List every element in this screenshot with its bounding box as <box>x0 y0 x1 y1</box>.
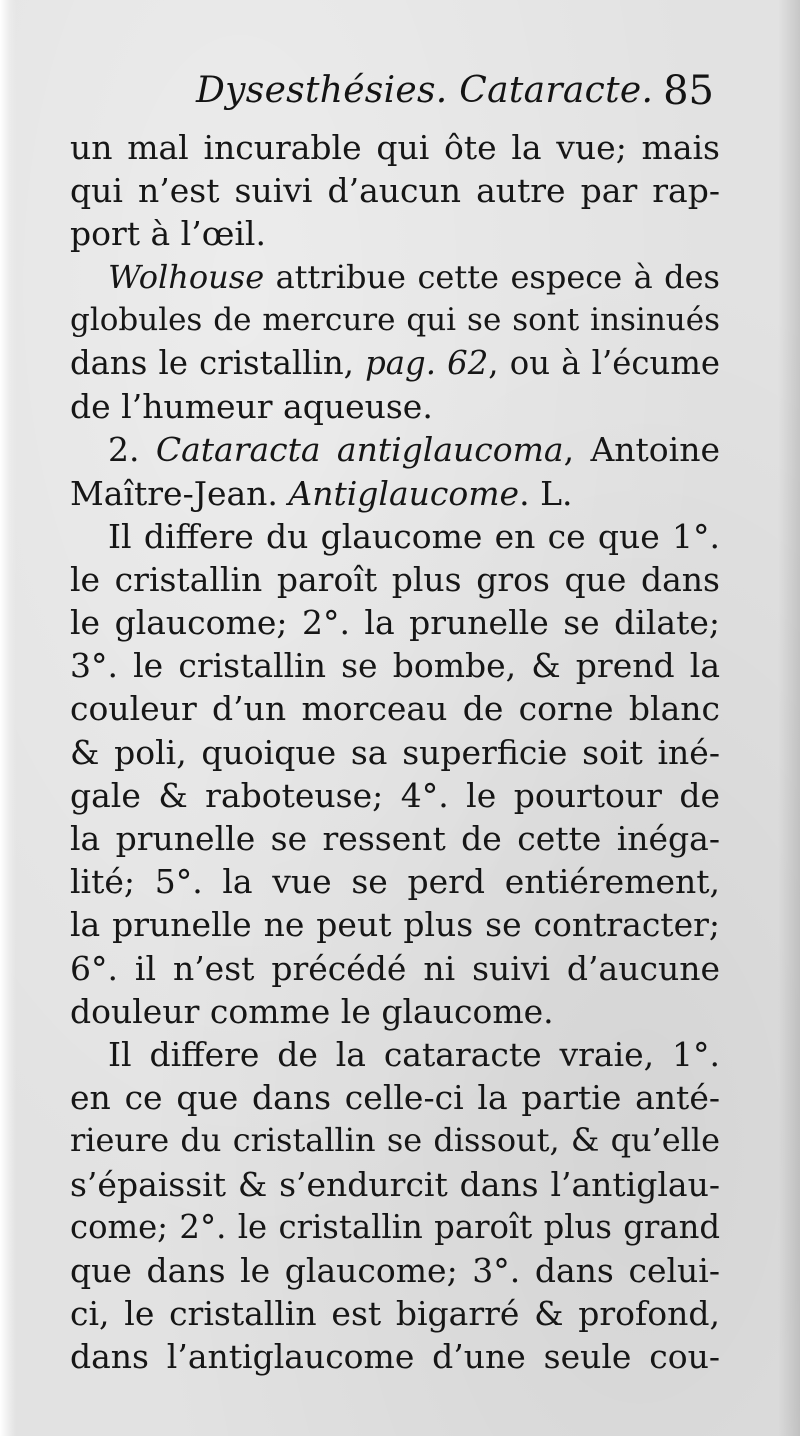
text-line: Wolhouse attribue cette espece à des <box>108 257 720 296</box>
text-line: dans l’antiglaucome d’une seule cou- <box>70 1337 720 1377</box>
text-line: le glaucome; 2°. la prunelle se dilate; <box>70 603 720 643</box>
text-line: 6°. il n’est précédé ni suivi d’aucune <box>70 948 720 988</box>
french-term: Antiglaucome <box>288 473 520 513</box>
text-line: 3°. le cristallin se bombe, & prend la <box>70 646 720 686</box>
text-line: la prunelle se ressent de cette inéga- <box>70 819 720 858</box>
text-line: le cristallin paroît plus gros que dans <box>70 559 720 599</box>
text-line: qui n’est suivi d’aucun autre par rap- <box>70 171 720 211</box>
page-number: 85 <box>663 68 714 114</box>
text-line: & poli, quoique sa superficie soit iné- <box>70 732 720 772</box>
text-line: douleur comme le glaucome. <box>70 991 554 1031</box>
page-header <box>70 66 720 126</box>
text-line: lité; 5°. la vue se perd entiérement, <box>70 862 720 902</box>
text-line: dans le cristallin, pag. 62, ou à l’écume <box>70 343 721 382</box>
body-text <box>70 126 720 1378</box>
text-line: rieure du cristallin se dissout, & qu’elle <box>70 1121 720 1160</box>
text-line: come; 2°. le cristallin paroît plus grand <box>70 1207 720 1246</box>
text-line: Il differe de la cataracte vraie, 1°. <box>108 1034 720 1074</box>
page-gutter-edge <box>0 0 16 1436</box>
page-edge-shadow <box>778 0 800 1436</box>
page-reference: pag. 62 <box>365 343 489 382</box>
text-line: s’épaissit & s’endurcit dans l’antiglau- <box>70 1164 720 1204</box>
text-line: couleur d’un morceau de corne blanc <box>70 689 720 729</box>
author-name: Wolhouse <box>108 257 265 296</box>
text-line: port à l’œil. <box>70 214 266 254</box>
text-line: de l’humeur aqueuse. <box>70 387 433 427</box>
text-line: la prunelle ne peut plus se contracter; <box>70 905 720 945</box>
text-line: un mal incurable qui ôte la vue; mais <box>70 128 720 167</box>
text-line: Il differe du glaucome en ce que 1°. <box>108 516 720 556</box>
text-line: gale & raboteuse; 4°. le pourtour de <box>70 775 720 815</box>
text-line: en ce que dans celle-ci la partie anté- <box>70 1078 720 1118</box>
running-title: Dysesthésies. Cataracte. <box>196 70 654 111</box>
text-line: Maître-Jean. Antiglaucome. L. <box>70 473 573 513</box>
text-line: 2. Cataracta antiglaucoma, Antoine <box>108 430 720 470</box>
text-line: globules de mercure qui se sont insinués <box>70 301 720 338</box>
latin-term: Cataracta antiglaucoma <box>155 430 564 470</box>
text-line: ci, le cristallin est bigarré & profond, <box>70 1294 720 1334</box>
text-line: que dans le glaucome; 3°. dans celui- <box>70 1250 720 1290</box>
